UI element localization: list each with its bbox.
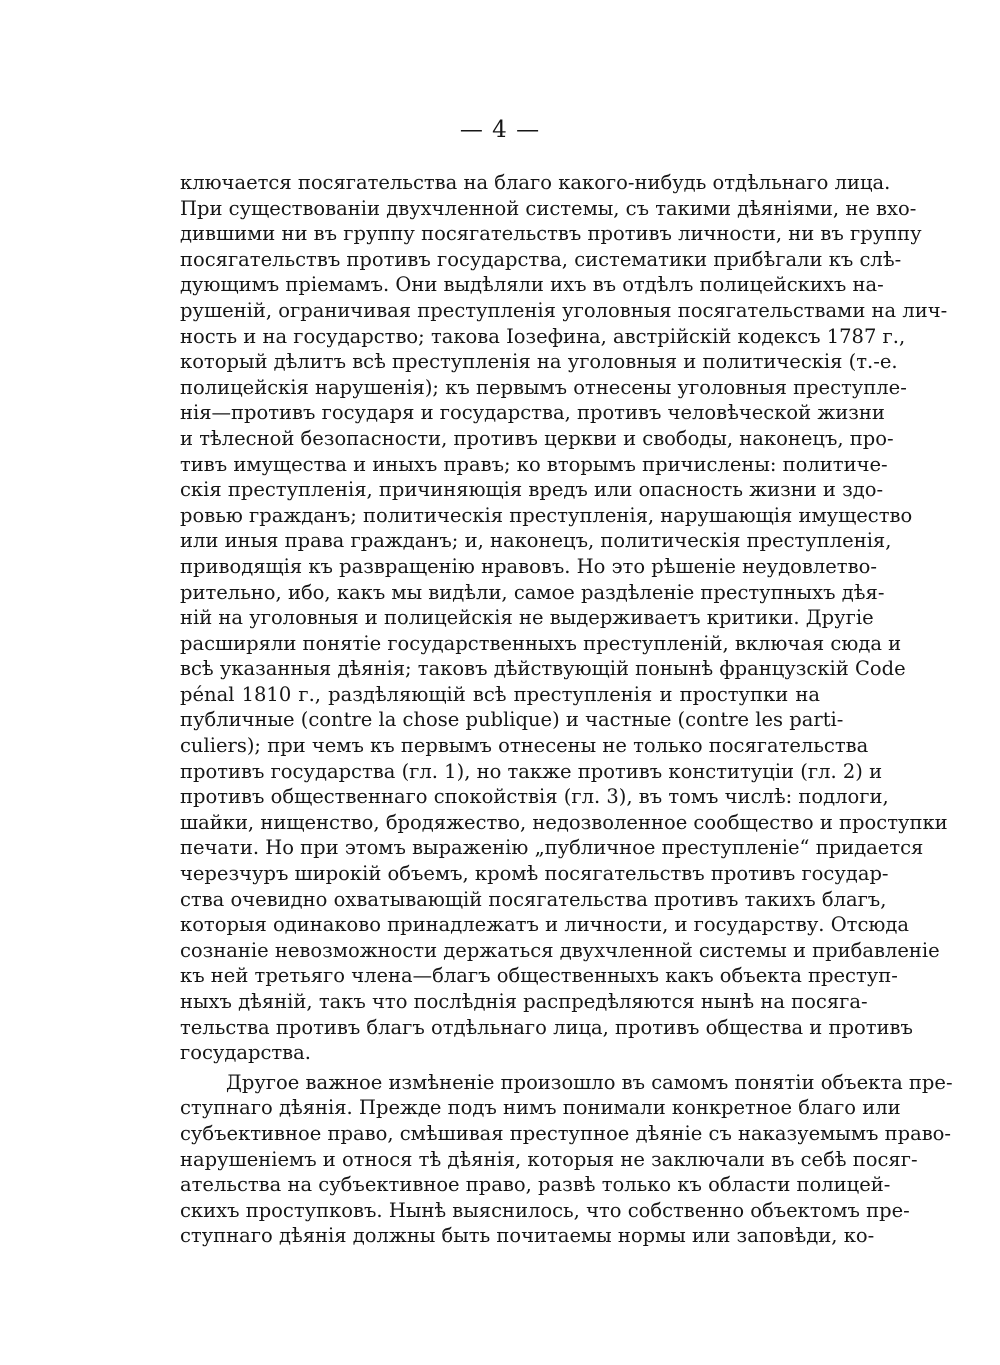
text-line: нарушеніемъ и относя тѣ дѣянія, которыя не заключали въ себѣ посяг- (180, 1147, 918, 1171)
text-line: печати. Но при этомъ выраженію „публичное преступленіе“ придается (180, 836, 924, 860)
text-line: нія—противъ государя и государства, противъ человѣческой жизни (180, 401, 885, 425)
text-line: приводящія къ развращенію нравовъ. Но это рѣшеніе неудовлетво- (180, 554, 877, 578)
text-line: ательства на субъективное право, развѣ только къ области полицей- (180, 1173, 891, 1197)
text-line: тельства противъ благъ отдѣльнаго лица, противъ общества и противъ (180, 1015, 913, 1039)
text-line: противъ государства (гл. 1), но также противъ конституціи (гл. 2) и (180, 759, 883, 783)
text-line: рительно, ибо, какъ мы видѣли, самое раздѣленіе преступныхъ дѣя- (180, 580, 885, 604)
text-line: ключается посягательства на благо какого-нибудь отдѣльнаго лица. (180, 171, 891, 194)
text-line: сознаніе невозможности держаться двухчленной системы и прибавленіе (180, 938, 940, 962)
text-line: полицейскія нарушенія); къ первымъ отнесены уголовныя преступле- (180, 375, 907, 399)
text-line: къ ней третьяго члена—благъ общественныхъ какъ объекта преступ- (180, 964, 898, 988)
text-line: расширяли понятіе государственныхъ преступленій, включая сюда и (180, 631, 902, 655)
body-text (180, 170, 953, 1249)
text-line: рушеній, ограничивая преступленія уголовныя посягательствами на лич- (180, 298, 948, 322)
text-line: Другое важное измѣненіе произошло въ самомъ понятіи объекта пре- (226, 1070, 953, 1094)
text-line: ступнаго дѣянія. Прежде подъ нимъ понимали конкретное благо или (180, 1096, 901, 1120)
text-line: субъективное право, смѣшивая преступное дѣяніе съ наказуемымъ право- (180, 1121, 952, 1145)
text-line: скія преступленія, причиняющія вредъ или опасность жизни и здо- (180, 478, 884, 502)
text-line: тивъ имущества и иныхъ правъ; ко вторымъ причислены: политиче- (180, 452, 888, 476)
page-number: — 4 — (459, 117, 541, 143)
text-line: ступнаго дѣянія должны быть почитаемы нормы или заповѣди, ко- (180, 1224, 875, 1248)
text-line: ній на уголовныя и полицейскія не выдерживаетъ критики. Другіе (180, 606, 874, 630)
text-line: посягательствъ противъ государства, систематики прибѣгали къ слѣ- (180, 247, 902, 271)
text-line: скихъ проступковъ. Нынѣ выяснилось, что собственно объектомъ пре- (180, 1198, 910, 1222)
text-line: публичные (contre la chose publique) и частные (contre les parti- (180, 708, 844, 732)
text-line: всѣ указанныя дѣянія; таковъ дѣйствующій понынѣ французскій Code (180, 657, 906, 681)
text-line: который дѣлитъ всѣ преступленія на уголовныя и политическія (т.-е. (180, 350, 898, 374)
text-line: pénal 1810 г., раздѣляющій всѣ преступленія и проступки на (180, 682, 820, 706)
paragraph (180, 170, 948, 1066)
text-line: ровью гражданъ; политическія преступленія, нарушающія имущество (180, 503, 913, 527)
text-line: черезчуръ широкій объемъ, кромѣ посягательствъ противъ государ- (180, 862, 889, 886)
text-line: При существованіи двухчленной системы, съ такими дѣяніями, не вхо- (180, 196, 917, 220)
text-line: и тѣлесной безопасности, противъ церкви и свободы, наконецъ, про- (180, 426, 894, 450)
text-line: дившими ни въ группу посягательствъ противъ личности, ни въ группу (180, 222, 922, 246)
text-line: или иныя права гражданъ; и, наконецъ, политическія преступленія, (180, 529, 892, 553)
text-line: ность и на государство; такова Іозефина, австрійскій кодексъ 1787 г., (180, 324, 906, 348)
text-line: ства очевидно охватывающій посягательства противъ такихъ благъ, (180, 887, 887, 911)
text-line: culiers); при чемъ къ первымъ отнесены не только посягательства (180, 734, 869, 758)
text-line: дующимъ пріемамъ. Они выдѣляли ихъ въ отдѣлъ полицейскихъ на- (180, 273, 884, 297)
text-line: противъ общественнаго спокойствія (гл. 3), въ томъ числѣ: подлоги, (180, 785, 889, 809)
paragraph (180, 1070, 953, 1249)
text-line: ныхъ дѣяній, такъ что послѣднія распредѣляются нынѣ на посяга- (180, 990, 868, 1013)
text-line: которыя одинаково принадлежатъ и личности, и государству. Отсюда (180, 913, 909, 937)
text-line: государства. (180, 1041, 311, 1065)
text-line: шайки, нищенство, бродяжество, недозволенное сообщество и проступки (180, 810, 948, 834)
